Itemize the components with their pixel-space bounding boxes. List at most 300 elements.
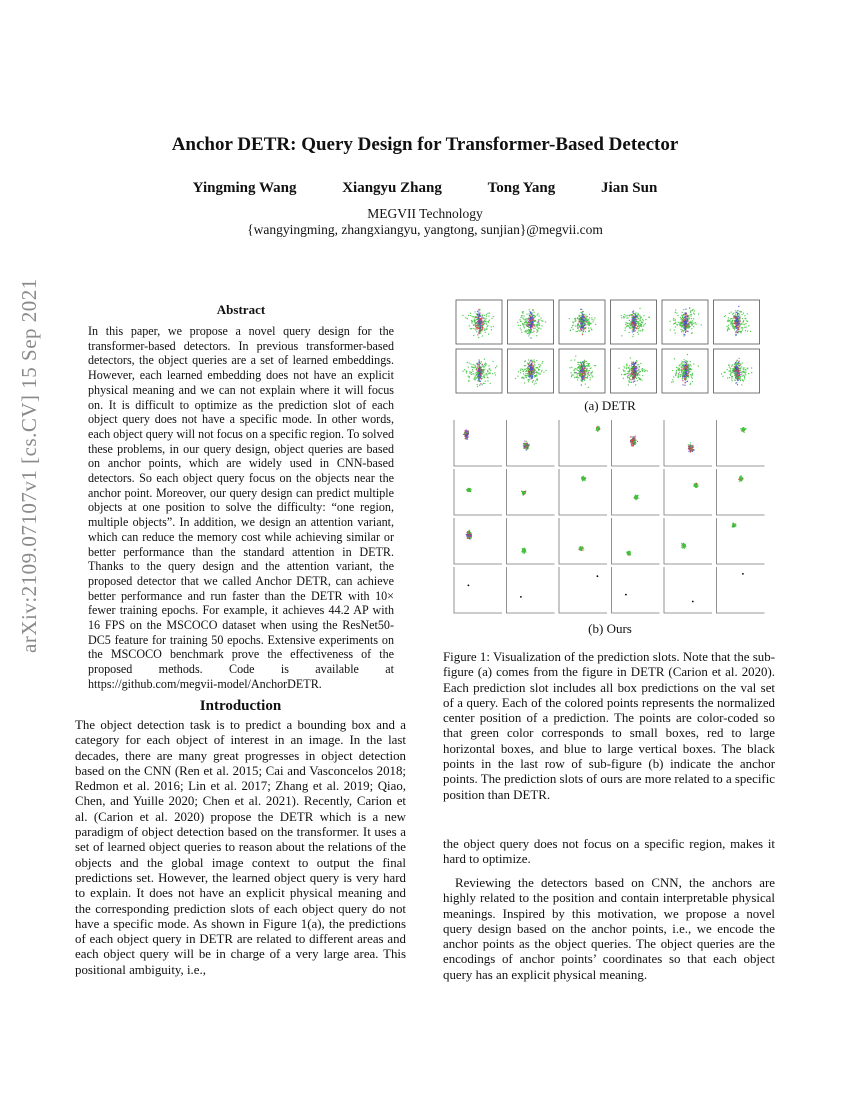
prediction-point (579, 550, 580, 551)
prediction-point (583, 329, 584, 330)
prediction-point (541, 370, 542, 371)
prediction-point (589, 363, 590, 364)
prediction-point (487, 380, 488, 381)
prediction-point (536, 360, 537, 361)
prediction-point (533, 371, 534, 372)
prediction-point (537, 314, 538, 315)
prediction-point (529, 362, 530, 363)
prediction-point (483, 322, 484, 323)
prediction-point (527, 373, 528, 374)
prediction-point (643, 320, 644, 321)
prediction-point (685, 545, 686, 546)
prediction-point (745, 330, 746, 331)
prediction-point (730, 318, 731, 319)
prediction-point (739, 477, 740, 478)
ours-prediction-slot (559, 567, 607, 613)
prediction-point (469, 376, 470, 377)
prediction-point (689, 326, 690, 327)
prediction-point (626, 326, 627, 327)
prediction-point (579, 371, 580, 372)
prediction-point (688, 446, 689, 447)
prediction-point (594, 317, 595, 318)
prediction-point (533, 331, 534, 332)
prediction-point (737, 332, 738, 333)
prediction-point (636, 496, 637, 497)
prediction-point (535, 376, 536, 377)
prediction-point (680, 364, 681, 365)
prediction-point (681, 370, 682, 371)
prediction-point (488, 321, 489, 322)
prediction-point (589, 375, 590, 376)
ours-prediction-slot (664, 518, 712, 564)
prediction-point (534, 376, 535, 377)
prediction-point (531, 377, 532, 378)
prediction-point (636, 360, 637, 361)
prediction-point (633, 446, 634, 447)
prediction-point (742, 430, 743, 431)
prediction-point (465, 434, 466, 435)
prediction-point (479, 309, 480, 310)
prediction-point (543, 372, 544, 373)
prediction-point (496, 366, 497, 367)
prediction-point (579, 365, 580, 366)
prediction-point (688, 368, 689, 369)
prediction-point (632, 311, 633, 312)
prediction-point (525, 321, 526, 322)
prediction-point (469, 539, 470, 540)
prediction-point (743, 320, 744, 321)
prediction-point (736, 364, 737, 365)
prediction-point (680, 319, 681, 320)
prediction-point (526, 318, 527, 319)
prediction-point (737, 377, 738, 378)
prediction-point (633, 318, 634, 319)
prediction-point (474, 322, 475, 323)
prediction-point (690, 364, 691, 365)
prediction-point (634, 373, 635, 374)
prediction-point (682, 365, 683, 366)
subfigure-label-detr: (a) DETR (584, 398, 636, 413)
prediction-point (745, 323, 746, 324)
prediction-point (735, 314, 736, 315)
prediction-point (585, 373, 586, 374)
prediction-point (731, 322, 732, 323)
prediction-point (737, 310, 738, 311)
prediction-point (635, 384, 636, 385)
prediction-point (583, 331, 584, 332)
slot-axes (507, 420, 555, 466)
prediction-point (475, 326, 476, 327)
prediction-point (696, 324, 697, 325)
prediction-point (630, 368, 631, 369)
prediction-point (590, 377, 591, 378)
prediction-point (580, 323, 581, 324)
prediction-point (464, 369, 465, 370)
prediction-point (633, 327, 634, 328)
prediction-point (594, 365, 595, 366)
anchor-point (597, 575, 599, 577)
prediction-point (642, 370, 643, 371)
prediction-point (728, 328, 729, 329)
prediction-point (739, 314, 740, 315)
prediction-point (638, 364, 639, 365)
prediction-point (677, 325, 678, 326)
prediction-point (681, 366, 682, 367)
prediction-point (739, 311, 740, 312)
prediction-point (733, 328, 734, 329)
prediction-point (534, 321, 535, 322)
prediction-point (688, 327, 689, 328)
prediction-point (584, 325, 585, 326)
prediction-point (690, 446, 691, 447)
prediction-point (686, 331, 687, 332)
prediction-point (681, 543, 682, 544)
prediction-point (630, 440, 631, 441)
prediction-point (581, 368, 582, 369)
prediction-point (577, 370, 578, 371)
prediction-point (593, 321, 594, 322)
prediction-point (676, 372, 677, 373)
prediction-point (468, 376, 469, 377)
prediction-point (674, 329, 675, 330)
prediction-point (686, 361, 687, 362)
prediction-point (633, 311, 634, 312)
prediction-point (629, 377, 630, 378)
prediction-point (685, 544, 686, 545)
prediction-point (644, 371, 645, 372)
prediction-point (629, 315, 630, 316)
prediction-point (479, 361, 480, 362)
prediction-point (484, 315, 485, 316)
prediction-point (739, 358, 740, 359)
prediction-point (721, 373, 722, 374)
prediction-point (530, 364, 531, 365)
prediction-point (640, 318, 641, 319)
subfigure-label-ours: (b) Ours (588, 621, 632, 636)
abstract-heading: Abstract (216, 302, 266, 317)
prediction-point (579, 322, 580, 323)
prediction-point (530, 332, 531, 333)
prediction-point (683, 318, 684, 319)
prediction-point (683, 373, 684, 374)
prediction-point (743, 324, 744, 325)
prediction-point (523, 373, 524, 374)
prediction-point (634, 369, 635, 370)
prediction-point (581, 477, 582, 478)
prediction-point (576, 331, 577, 332)
prediction-point (528, 381, 529, 382)
prediction-point (480, 383, 481, 384)
prediction-point (469, 377, 470, 378)
prediction-point (642, 319, 643, 320)
prediction-point (473, 379, 474, 380)
prediction-point (481, 361, 482, 362)
prediction-point (686, 378, 687, 379)
prediction-point (627, 323, 628, 324)
prediction-point (476, 374, 477, 375)
prediction-point (478, 337, 479, 338)
prediction-point (690, 383, 691, 384)
prediction-point (484, 321, 485, 322)
prediction-point (583, 371, 584, 372)
prediction-point (590, 379, 591, 380)
prediction-point (475, 376, 476, 377)
prediction-point (682, 378, 683, 379)
author-name: Jian Sun (601, 180, 658, 196)
prediction-point (585, 384, 586, 385)
prediction-point (736, 361, 737, 362)
prediction-point (746, 327, 747, 328)
prediction-point (628, 367, 629, 368)
prediction-point (480, 331, 481, 332)
prediction-point (744, 371, 745, 372)
prediction-point (524, 444, 525, 445)
prediction-point (584, 371, 585, 372)
prediction-point (638, 318, 639, 319)
prediction-point (680, 375, 681, 376)
ours-prediction-slot (507, 469, 555, 515)
prediction-point (480, 372, 481, 373)
prediction-point (476, 368, 477, 369)
prediction-point (632, 369, 633, 370)
prediction-point (634, 375, 635, 376)
prediction-point (539, 316, 540, 317)
prediction-point (735, 375, 736, 376)
prediction-point (675, 309, 676, 310)
prediction-point (683, 384, 684, 385)
prediction-point (467, 532, 468, 533)
prediction-point (476, 325, 477, 326)
prediction-point (477, 366, 478, 367)
prediction-point (583, 479, 584, 480)
prediction-point (541, 325, 542, 326)
prediction-point (523, 378, 524, 379)
prediction-point (531, 378, 532, 379)
prediction-point (626, 368, 627, 369)
prediction-point (635, 330, 636, 331)
prediction-point (597, 429, 598, 430)
prediction-point (582, 478, 583, 479)
prediction-point (528, 335, 529, 336)
prediction-point (478, 368, 479, 369)
prediction-point (741, 478, 742, 479)
prediction-point (686, 323, 687, 324)
detr-prediction-slot (456, 300, 502, 344)
prediction-point (575, 320, 576, 321)
prediction-point (489, 320, 490, 321)
prediction-point (737, 325, 738, 326)
prediction-point (523, 446, 524, 447)
prediction-point (639, 326, 640, 327)
prediction-point (528, 445, 529, 446)
prediction-point (524, 446, 525, 447)
prediction-point (524, 331, 525, 332)
prediction-point (572, 375, 573, 376)
prediction-point (686, 381, 687, 382)
prediction-point (469, 531, 470, 532)
prediction-point (632, 364, 633, 365)
prediction-point (468, 367, 469, 368)
prediction-point (691, 450, 692, 451)
prediction-point (685, 382, 686, 383)
slot-axes (454, 518, 502, 564)
prediction-point (582, 312, 583, 313)
prediction-point (539, 369, 540, 370)
prediction-point (590, 372, 591, 373)
prediction-point (682, 323, 683, 324)
prediction-point (740, 376, 741, 377)
prediction-point (687, 319, 688, 320)
prediction-point (525, 375, 526, 376)
prediction-point (586, 318, 587, 319)
prediction-point (466, 431, 467, 432)
prediction-point (675, 375, 676, 376)
prediction-point (533, 365, 534, 366)
prediction-point (641, 369, 642, 370)
prediction-point (569, 367, 570, 368)
prediction-point (529, 315, 530, 316)
prediction-point (624, 374, 625, 375)
prediction-point (469, 490, 470, 491)
prediction-point (640, 317, 641, 318)
prediction-point (686, 364, 687, 365)
prediction-point (629, 323, 630, 324)
prediction-point (734, 316, 735, 317)
prediction-point (480, 377, 481, 378)
prediction-point (642, 375, 643, 376)
prediction-point (734, 320, 735, 321)
prediction-point (632, 376, 633, 377)
prediction-point (635, 443, 636, 444)
prediction-point (686, 321, 687, 322)
prediction-point (580, 325, 581, 326)
prediction-point (574, 369, 575, 370)
prediction-point (694, 314, 695, 315)
prediction-point (467, 491, 468, 492)
anchor-point (742, 573, 744, 575)
prediction-point (732, 320, 733, 321)
prediction-point (571, 376, 572, 377)
prediction-point (529, 373, 530, 374)
prediction-point (635, 439, 636, 440)
prediction-point (688, 376, 689, 377)
prediction-point (690, 365, 691, 366)
prediction-point (626, 364, 627, 365)
detr-prediction-slot (508, 349, 554, 393)
prediction-point (469, 371, 470, 372)
prediction-point (477, 311, 478, 312)
prediction-point (683, 309, 684, 310)
prediction-point (695, 322, 696, 323)
prediction-point (573, 322, 574, 323)
prediction-point (518, 325, 519, 326)
prediction-point (647, 370, 648, 371)
prediction-point (728, 317, 729, 318)
prediction-point (532, 325, 533, 326)
prediction-point (632, 378, 633, 379)
prediction-point (528, 319, 529, 320)
prediction-point (581, 384, 582, 385)
prediction-point (591, 317, 592, 318)
prediction-point (637, 380, 638, 381)
detr-prediction-slot (508, 300, 554, 344)
prediction-point (466, 433, 467, 434)
prediction-point (748, 373, 749, 374)
prediction-point (529, 313, 530, 314)
prediction-point (730, 370, 731, 371)
prediction-point (462, 315, 463, 316)
prediction-point (683, 335, 684, 336)
prediction-point (582, 373, 583, 374)
prediction-point (533, 328, 534, 329)
prediction-point (692, 310, 693, 311)
prediction-point (680, 329, 681, 330)
prediction-point (576, 373, 577, 374)
prediction-point (493, 361, 494, 362)
figure-1 (440, 296, 780, 640)
prediction-point (641, 326, 642, 327)
prediction-point (585, 374, 586, 375)
detr-prediction-slot (611, 349, 657, 393)
prediction-point (751, 367, 752, 368)
prediction-point (684, 359, 685, 360)
prediction-point (685, 379, 686, 380)
prediction-point (735, 322, 736, 323)
slot-axes (559, 518, 607, 564)
prediction-point (735, 368, 736, 369)
prediction-point (521, 317, 522, 318)
prediction-point (488, 334, 489, 335)
prediction-point (476, 317, 477, 318)
prediction-point (535, 328, 536, 329)
prediction-point (529, 377, 530, 378)
prediction-point (532, 362, 533, 363)
prediction-point (582, 316, 583, 317)
prediction-point (535, 383, 536, 384)
prediction-point (477, 323, 478, 324)
prediction-point (478, 316, 479, 317)
prediction-point (632, 326, 633, 327)
prediction-point (482, 376, 483, 377)
prediction-point (524, 552, 525, 553)
prediction-point (477, 314, 478, 315)
prediction-point (468, 380, 469, 381)
prediction-point (538, 313, 539, 314)
prediction-point (626, 363, 627, 364)
slot-axes (717, 518, 765, 564)
prediction-point (735, 312, 736, 313)
prediction-point (520, 370, 521, 371)
prediction-point (625, 330, 626, 331)
prediction-point (470, 532, 471, 533)
prediction-point (583, 363, 584, 364)
author-name: Yingming Wang (192, 180, 297, 196)
prediction-point (739, 368, 740, 369)
prediction-point (641, 380, 642, 381)
prediction-point (630, 436, 631, 437)
prediction-point (537, 330, 538, 331)
prediction-point (628, 373, 629, 374)
prediction-point (742, 314, 743, 315)
prediction-point (740, 380, 741, 381)
prediction-point (745, 374, 746, 375)
ours-prediction-slot (454, 469, 502, 515)
prediction-point (731, 312, 732, 313)
prediction-point (694, 449, 695, 450)
prediction-point (534, 365, 535, 366)
prediction-point (542, 363, 543, 364)
prediction-point (690, 312, 691, 313)
